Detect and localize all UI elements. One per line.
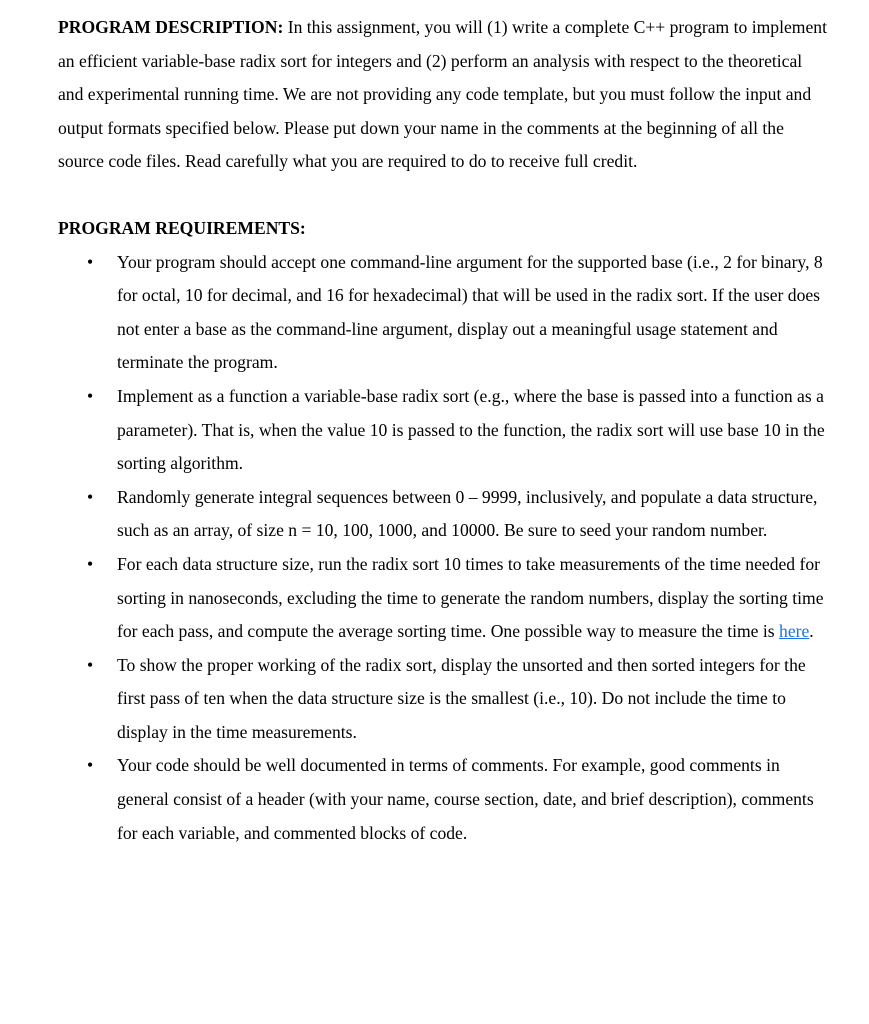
- requirement-text-before-link: For each data structure size, run the radix sort 10 times to take measurements of the time needed for sorting in nanoseconds, excluding the time to generate the random numbers, display the sorting time for each pass, and compute the average sorting time. One possible way to measure the time is: [117, 553, 824, 642]
- requirement-item-timing-measurements: [58, 548, 827, 649]
- description-heading: PROGRAM DESCRIPTION:: [58, 17, 284, 37]
- requirement-text-after-link: .: [809, 621, 814, 642]
- bullet-icon: •: [87, 385, 94, 406]
- document-page: [58, 11, 828, 850]
- requirement-text: To show the proper working of the radix sort, display the unsorted and then sorted integers for the first pass of ten when the data structure size is the smallest (i.e., 10). Do not include the time to display in the time measurements.: [117, 654, 806, 742]
- here-link[interactable]: here: [779, 621, 810, 642]
- requirements-list: [58, 246, 828, 851]
- requirement-item-random-sequences: [58, 481, 827, 548]
- requirement-text: Your code should be well documented in terms of comments. For example, good comments in general consist of a header (with your name, course section, date, and brief description), comments for each variable, and commented blocks of code.: [117, 755, 814, 843]
- requirement-item-base-argument: [58, 246, 827, 380]
- bullet-icon: •: [87, 654, 94, 675]
- requirement-item-display-output: [58, 649, 827, 750]
- bullet-icon: •: [87, 553, 94, 574]
- requirement-item-variable-base-function: [58, 380, 827, 481]
- section-spacer: [58, 179, 828, 212]
- bullet-icon: •: [87, 251, 94, 272]
- requirement-text: Your program should accept one command-line argument for the supported base (i.e., 2 for binary, 8 for octal, 10 for decimal, and 16 for hexadecimal) that will be used in the radix sort. If the user does not enter a base as the command-line argument, display out a meaningful usage statement and terminate the program.: [117, 251, 823, 373]
- requirements-heading: PROGRAM REQUIREMENTS:: [58, 217, 306, 238]
- requirement-item-documentation: [58, 749, 827, 850]
- description-text: In this assignment, you will (1) write a complete C++ program to implement an efficient variable-base radix sort for integers and (2) perform an analysis with respect to the theoretical and experimental running time. We are not providing any code template, but you must follow the input and output formats specified below. Please put down your name in the comments at the beginning of all the source code files. Read carefully what you are required to do to receive full credit.: [58, 17, 827, 172]
- bullet-icon: •: [87, 755, 94, 776]
- requirement-text: Randomly generate integral sequences between 0 – 9999, inclusively, and populate a data structure, such as an array, of size n = 10, 100, 1000, and 10000. Be sure to seed your random number.: [117, 486, 818, 541]
- bullet-icon: •: [87, 486, 94, 507]
- program-description: [58, 11, 828, 179]
- requirement-text: Implement as a function a variable-base radix sort (e.g., where the base is passed into a function as a parameter). That is, when the value 10 is passed to the function, the radix sort will use base 10 in the sorting algorithm.: [117, 385, 825, 474]
